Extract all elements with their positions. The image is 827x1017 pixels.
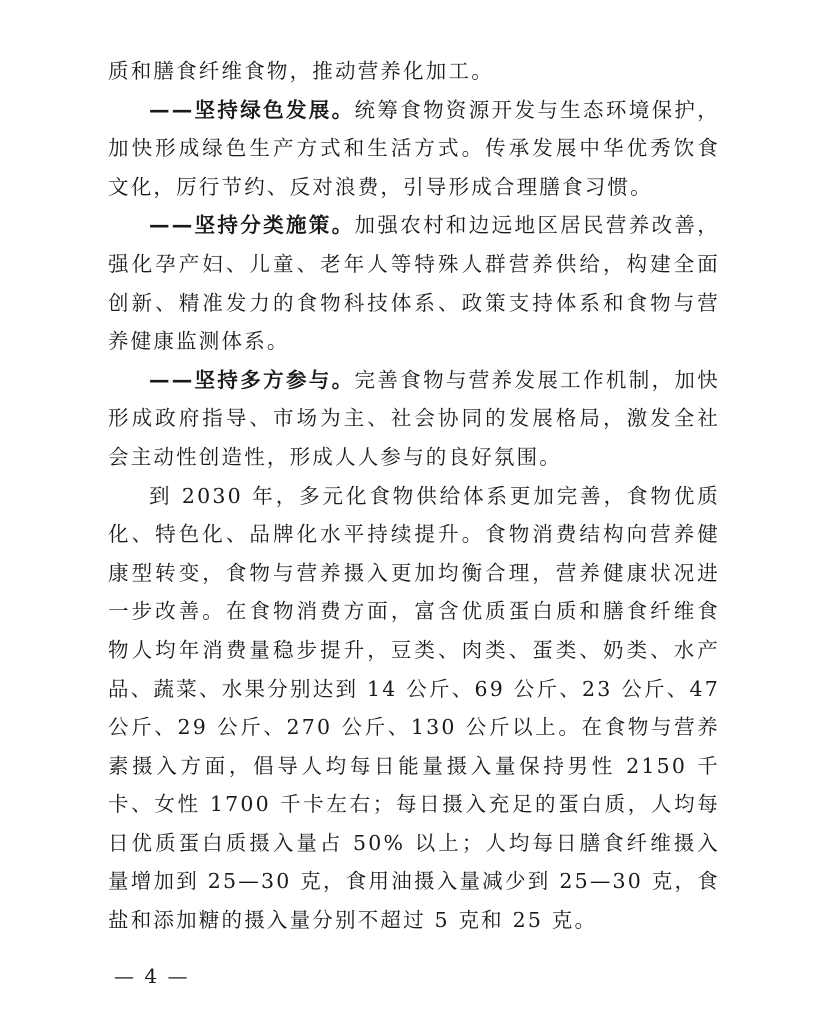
paragraph-heading: ——坚持绿色发展。: [149, 97, 355, 122]
paragraph-classified-policy: [108, 206, 720, 360]
page-number: — 4 —: [114, 964, 190, 988]
paragraph-text: 到 2030 年，多元化食物供给体系更加完善，食物优质化、特色化、品牌化水平持续提升。食物消费结构向营养健康型转变，食物与营养摄入更加均衡合理，营养健康状况进一步改善。在食物消费方面，富含优质蛋白质和膳食纤维食物人均年消费量稳步提升，豆类、肉类、蛋类、奶类、水产品、蔬菜、水果分别达到 14 公斤、69 公斤、23 公斤、47 公斤、29 公斤、270 公斤、130 公斤以上。在食物与营养素摄入方面，倡导人均每日能量摄入量保持男性 2150 千卡、女性 1700 千卡左右；每日摄入充足的蛋白质，人均每日优质蛋白质摄入量占 50% 以上；人均每日膳食纤维摄入量增加到 25—30 克，食用油摄入量减少到 25—30 克，食盐和添加糖的摄入量分别不超过 5 克和 25 克。: [108, 483, 720, 933]
paragraph-continuation: [108, 52, 720, 91]
body-text: [108, 52, 720, 940]
paragraph-green-development: [108, 91, 720, 207]
paragraph-multi-party: [108, 361, 720, 477]
paragraph-text: 完善食物与营养发展工作机制，加快形成政府指导、市场为主、社会协同的发展格局，激发全社会主动性创造性，形成人人参与的良好氛围。: [108, 367, 720, 469]
paragraph-text: 加强农村和边远地区居民营养改善，强化孕产妇、儿童、老年人等特殊人群营养供给，构建全面创新、精准发力的食物科技体系、政策支持体系和食物与营养健康监测体系。: [108, 213, 720, 354]
paragraph-2030-targets: [108, 477, 720, 940]
paragraph-heading: ——坚持分类施策。: [149, 213, 355, 238]
paragraph-heading: ——坚持多方参与。: [149, 367, 355, 392]
paragraph-text: 质和膳食纤维食物，推动营养化加工。: [108, 59, 494, 83]
paragraph-text: 统筹食物资源开发与生态环境保护，加快形成绿色生产方式和生活方式。传承发展中华优秀饮食文化，厉行节约、反对浪费，引导形成合理膳食习惯。: [108, 97, 720, 199]
